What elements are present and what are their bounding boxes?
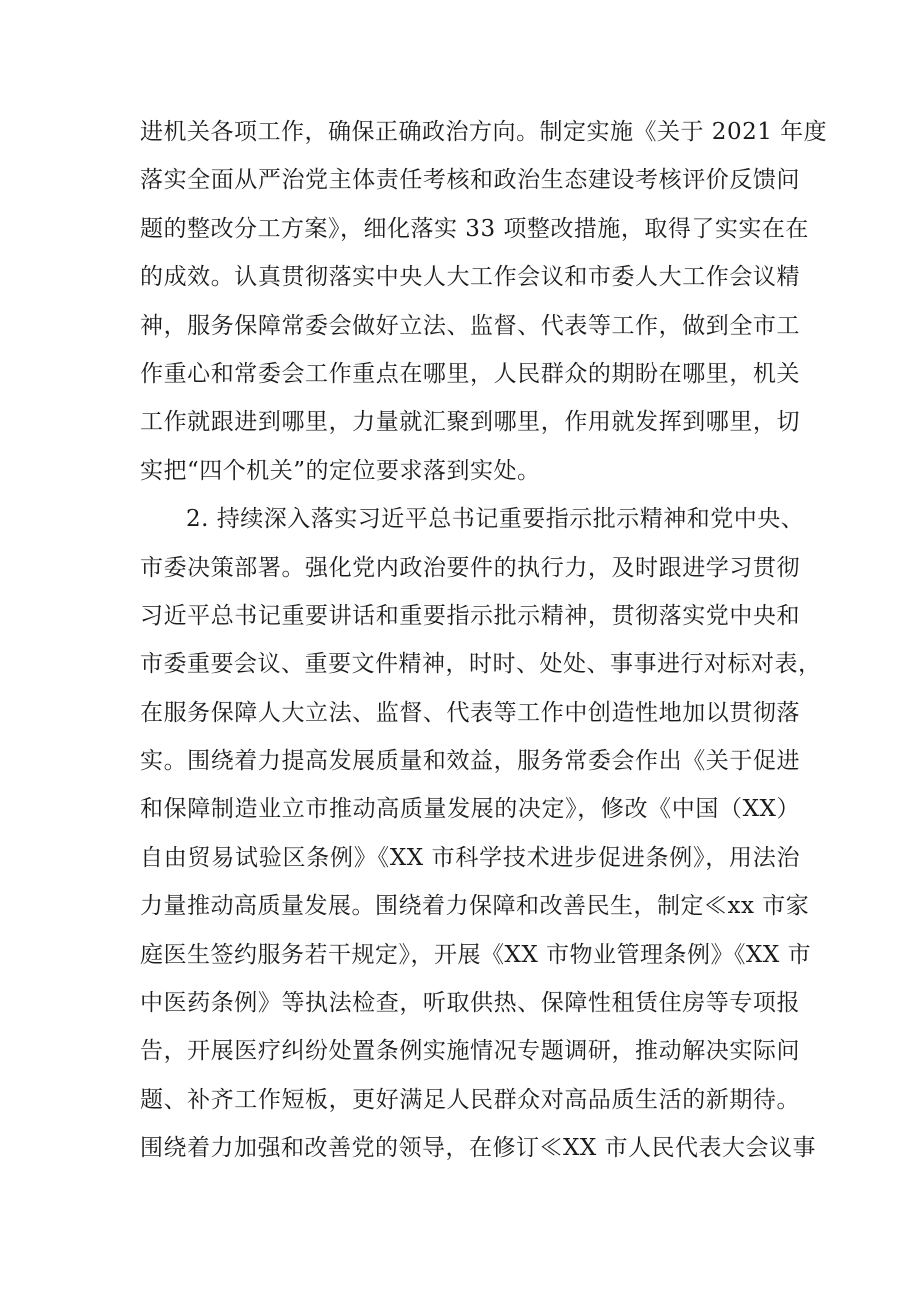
text-line: 题的整改分工方案》，细化落实 33 项整改措施，取得了实实在在 — [140, 215, 809, 242]
section-heading-line: 2. 持续深入落实习近平总书记重要指示批示精神和党中央、 — [186, 506, 805, 533]
text-line: 实。围绕着力提高发展质量和效益，服务常委会作出《关于促进 — [140, 748, 800, 775]
text-line: 市委重要会议、重要文件精神，时时、处处、事事进行对标对表， — [140, 651, 822, 678]
text-line: 围绕着力加强和改善党的领导，在修订≪XX 市人民代表大会议事 — [140, 1135, 817, 1162]
text-line: 的成效。认真贯彻落实中央人大工作会议和市委人大工作会议精 — [140, 264, 800, 291]
text-line: 进机关各项工作，确保正确政治方向。制定实施《关于 2021 年度 — [140, 119, 828, 145]
text-line: 市委决策部署。强化党内政治要件的执行力，及时跟进学习贯彻 — [140, 554, 800, 581]
text-line: 习近平总书记重要讲话和重要指示批示精神，贯彻落实党中央和 — [140, 602, 800, 629]
text-line: 自由贸易试验区条例》《XX 市科学技术进步促进条例》，用法治 — [140, 844, 800, 871]
text-line: 实把“四个机关”的定位要求落到实处。 — [140, 457, 541, 484]
text-line: 题、补齐工作短板，更好满足人民群众对高品质生活的新期待。 — [140, 1086, 800, 1113]
text-line: 落实全面从严治党主体责任考核和政治生态建设考核评价反馈问 — [140, 167, 800, 194]
text-line: 神，服务保障常委会做好立法、监督、代表等工作，做到全市工 — [140, 312, 800, 339]
document-body — [140, 108, 828, 1173]
text-line: 作重心和常委会工作重点在哪里，人民群众的期盼在哪里，机关 — [140, 360, 800, 387]
text-line: 庭医生签约服务若干规定》，开展《XX 市物业管理条例》《XX 市 — [140, 941, 812, 968]
text-line: 在服务保障人大立法、监督、代表等工作中创造性地加以贯彻落 — [140, 699, 800, 726]
text-line: 工作就跟进到哪里，力量就汇聚到哪里，作用就发挥到哪里，切 — [140, 409, 800, 436]
text-line: 和保障制造业立市推动高质量发展的决定》，修改《中国（XX） — [140, 796, 800, 823]
text-line: 告，开展医疗纠纷处置条例实施情况专题调研，推动解决实际问 — [140, 1038, 800, 1065]
text-line: 中医药条例》等执法检查，听取供热、保障性租赁住房等专项报 — [140, 990, 800, 1017]
text-line: 力量推动高质量发展。围绕着力保障和改善民生，制定≪xx 市家 — [140, 893, 810, 920]
